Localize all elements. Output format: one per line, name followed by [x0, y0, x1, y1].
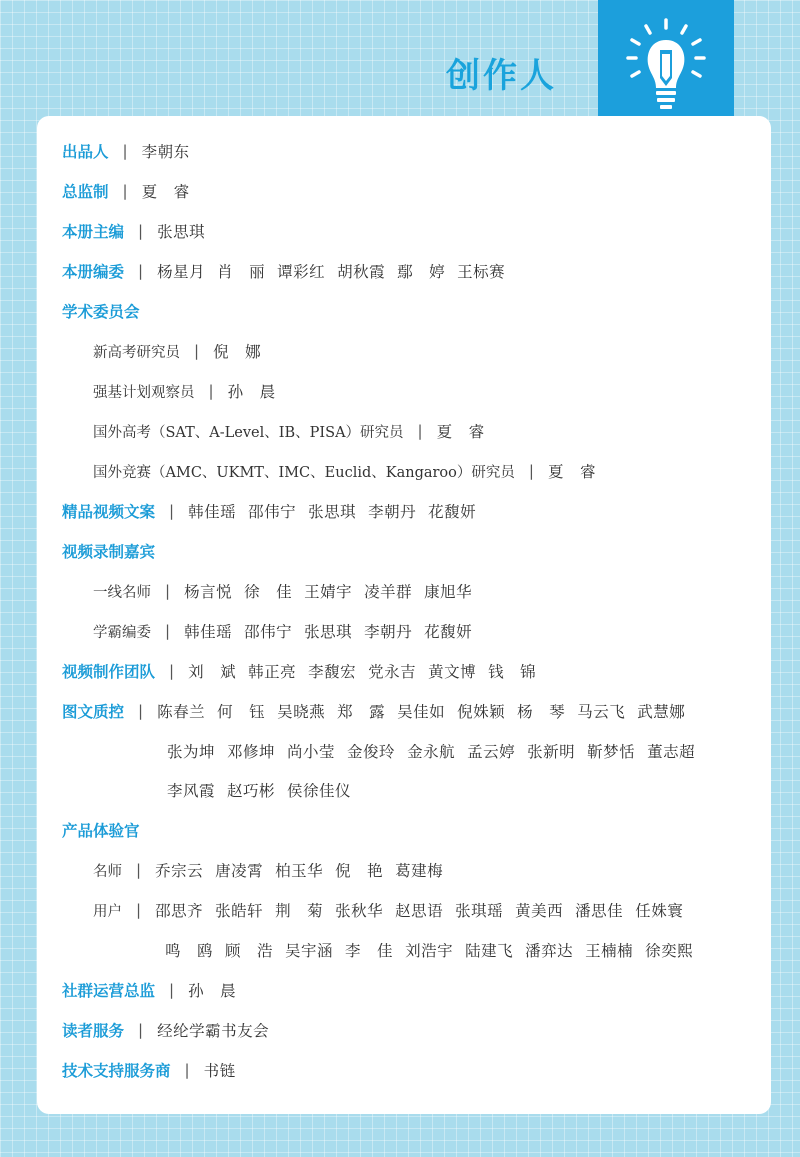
qc-name: 邓修坤 [227, 743, 276, 761]
separator: | [417, 422, 423, 440]
academic-sub-row [93, 416, 497, 446]
producer-row [62, 136, 202, 166]
testers-label: 产品体验官 [62, 822, 140, 840]
video-team-name: 刘 斌 [188, 663, 237, 681]
qc-name: 李风霞 [167, 782, 216, 800]
video-guests-label: 视频录制嘉宾 [62, 543, 156, 561]
qc-name: 张新明 [527, 743, 576, 761]
qc-name: 赵巧彬 [227, 782, 276, 800]
academic-sub-name: 倪 娜 [213, 343, 262, 361]
testers-teachers-label: 名师 [93, 863, 122, 880]
community-name: 孙 晨 [188, 982, 237, 1000]
editor-name: 谭彩红 [277, 263, 326, 281]
producer-name: 李朝东 [141, 143, 190, 161]
qc-name: 张为坤 [167, 743, 216, 761]
separator: | [169, 502, 175, 520]
supervisor-label: 总监制 [62, 183, 109, 201]
video-copy-name: 邵伟宁 [248, 503, 297, 521]
qc-continuation [167, 736, 707, 766]
tester-name: 邵思齐 [155, 902, 204, 920]
guest-name: 徐 佳 [244, 583, 293, 601]
tester-name: 鸣 鸥 [165, 942, 214, 960]
reader-service-label: 读者服务 [62, 1022, 125, 1040]
tester-name: 李 佳 [345, 942, 394, 960]
academic-sub-row [93, 336, 273, 366]
editors-row [62, 256, 517, 286]
tester-name: 柏玉华 [275, 862, 324, 880]
tester-name: 赵思语 [395, 902, 444, 920]
academic-row [62, 296, 140, 326]
qc-name: 倪姝颖 [457, 703, 506, 721]
video-copy-name: 李朝丹 [368, 503, 417, 521]
qc-label: 图文质控 [62, 703, 125, 721]
tester-name: 倪 艳 [335, 862, 384, 880]
separator: | [138, 262, 144, 280]
qc-name: 金俊玲 [347, 743, 396, 761]
editor-name: 肖 丽 [217, 263, 266, 281]
video-copy-name: 张思琪 [308, 503, 357, 521]
qc-name: 陈春兰 [157, 703, 206, 721]
academic-sub-name: 孙 晨 [227, 383, 276, 401]
qc-name: 靳梦恬 [587, 743, 636, 761]
chief-editor-row [62, 216, 217, 246]
qc-name: 郑 露 [337, 703, 386, 721]
page-title: 创作人 [446, 56, 557, 96]
chief-editor-label: 本册主编 [62, 223, 125, 241]
supervisor-name: 夏 睿 [141, 183, 190, 201]
academic-sub-row [93, 376, 288, 406]
tester-name: 张秋华 [335, 902, 384, 920]
separator: | [138, 1021, 144, 1039]
separator: | [122, 142, 128, 160]
academic-sub-label: 强基计划观察员 [93, 384, 195, 401]
video-team-name: 钱 锦 [488, 663, 537, 681]
separator: | [136, 901, 142, 919]
tech-support-name: 书链 [203, 1062, 236, 1080]
separator: | [165, 582, 171, 600]
video-guests-sub-label: 学霸编委 [93, 624, 151, 641]
tester-name: 唐凌霄 [215, 862, 264, 880]
editor-name: 鄢 婷 [397, 263, 446, 281]
tester-name: 任姝寰 [635, 902, 684, 920]
academic-sub-label: 国外高考（SAT、A-Level、IB、PISA）研究员 [93, 424, 404, 441]
video-copy-label: 精品视频文案 [62, 503, 156, 521]
separator: | [194, 342, 200, 360]
testers-row [62, 815, 140, 845]
separator: | [208, 382, 214, 400]
academic-label: 学术委员会 [62, 303, 140, 321]
qc-name: 马云飞 [577, 703, 626, 721]
guest-name: 邵伟宁 [244, 623, 293, 641]
testers-users-label: 用户 [93, 903, 122, 920]
editor-name: 胡秋霞 [337, 263, 386, 281]
separator: | [138, 702, 144, 720]
tester-name: 潘思佳 [575, 902, 624, 920]
tester-name: 张琪瑶 [455, 902, 504, 920]
academic-sub-name: 夏 睿 [436, 423, 485, 441]
separator: | [165, 622, 171, 640]
academic-sub-label: 新高考研究员 [93, 344, 180, 361]
video-guests-sub-row [93, 616, 484, 646]
reader-service-name: 经纶学霸书友会 [157, 1022, 270, 1040]
qc-name: 尚小莹 [287, 743, 336, 761]
video-guests-row [62, 536, 155, 566]
tech-support-label: 技术支持服务商 [62, 1062, 171, 1080]
qc-name: 金永航 [407, 743, 456, 761]
video-team-name: 党永吉 [368, 663, 417, 681]
editor-name: 杨星月 [157, 263, 206, 281]
separator: | [184, 1061, 190, 1079]
tester-name: 乔宗云 [155, 862, 204, 880]
testers-teachers-row [93, 855, 455, 885]
tester-name: 荆 菊 [275, 902, 324, 920]
qc-name: 董志超 [647, 743, 696, 761]
video-guests-sub-label: 一线名师 [93, 584, 151, 601]
supervisor-row [62, 176, 202, 206]
editors-label: 本册编委 [62, 263, 125, 281]
tester-name: 潘弈达 [525, 942, 574, 960]
testers-users-row [93, 895, 695, 925]
qc-name: 何 钰 [217, 703, 266, 721]
qc-continuation [167, 775, 363, 805]
guest-name: 杨言悦 [184, 583, 233, 601]
video-team-name: 黄文博 [428, 663, 477, 681]
qc-name: 吴佳如 [397, 703, 446, 721]
academic-sub-name: 夏 睿 [547, 463, 596, 481]
video-team-row [62, 656, 548, 686]
video-team-name: 韩正亮 [248, 663, 297, 681]
video-copy-name: 韩佳瑶 [188, 503, 237, 521]
separator: | [169, 662, 175, 680]
community-row [62, 975, 248, 1005]
tester-name: 王楠楠 [585, 942, 634, 960]
qc-name: 孟云婷 [467, 743, 516, 761]
academic-sub-row [93, 456, 608, 486]
tester-name: 陆建飞 [465, 942, 514, 960]
separator: | [136, 861, 142, 879]
tester-name: 黄美西 [515, 902, 564, 920]
community-label: 社群运营总监 [62, 982, 156, 1000]
separator: | [528, 462, 534, 480]
video-copy-name: 花馥妍 [428, 503, 477, 521]
chief-editor-name: 张思琪 [157, 223, 206, 241]
tester-name: 顾 浩 [225, 942, 274, 960]
academic-sub-label: 国外竞赛（AMC、UKMT、IMC、Euclid、Kangaroo）研究员 [93, 464, 515, 481]
editor-name: 王标赛 [457, 263, 506, 281]
guest-name: 李朝丹 [364, 623, 413, 641]
video-guests-sub-row [93, 576, 484, 606]
video-team-name: 李馥宏 [308, 663, 357, 681]
qc-name: 杨 琴 [517, 703, 566, 721]
guest-name: 王婧宇 [304, 583, 353, 601]
lightbulb-pencil-icon [616, 14, 716, 124]
tech-support-row [62, 1055, 248, 1085]
separator: | [138, 222, 144, 240]
reader-service-row [62, 1015, 281, 1045]
tester-name: 徐奕熙 [645, 942, 694, 960]
qc-name: 侯徐佳仪 [287, 782, 352, 800]
tester-name: 张皓轩 [215, 902, 264, 920]
video-copy-row [62, 496, 488, 526]
tester-name: 葛建梅 [395, 862, 444, 880]
guest-name: 花馥妍 [424, 623, 473, 641]
qc-name: 吴晓燕 [277, 703, 326, 721]
tester-name: 刘浩宇 [405, 942, 454, 960]
guest-name: 张思琪 [304, 623, 353, 641]
tester-name: 吴宇涵 [285, 942, 334, 960]
separator: | [169, 981, 175, 999]
guest-name: 韩佳瑶 [184, 623, 233, 641]
producer-label: 出品人 [62, 143, 109, 161]
video-team-label: 视频制作团队 [62, 663, 156, 681]
guest-name: 凌羊群 [364, 583, 413, 601]
separator: | [122, 182, 128, 200]
qc-row [62, 696, 697, 726]
guest-name: 康旭华 [424, 583, 473, 601]
testers-users-continuation [165, 935, 705, 965]
qc-name: 武慧娜 [637, 703, 686, 721]
